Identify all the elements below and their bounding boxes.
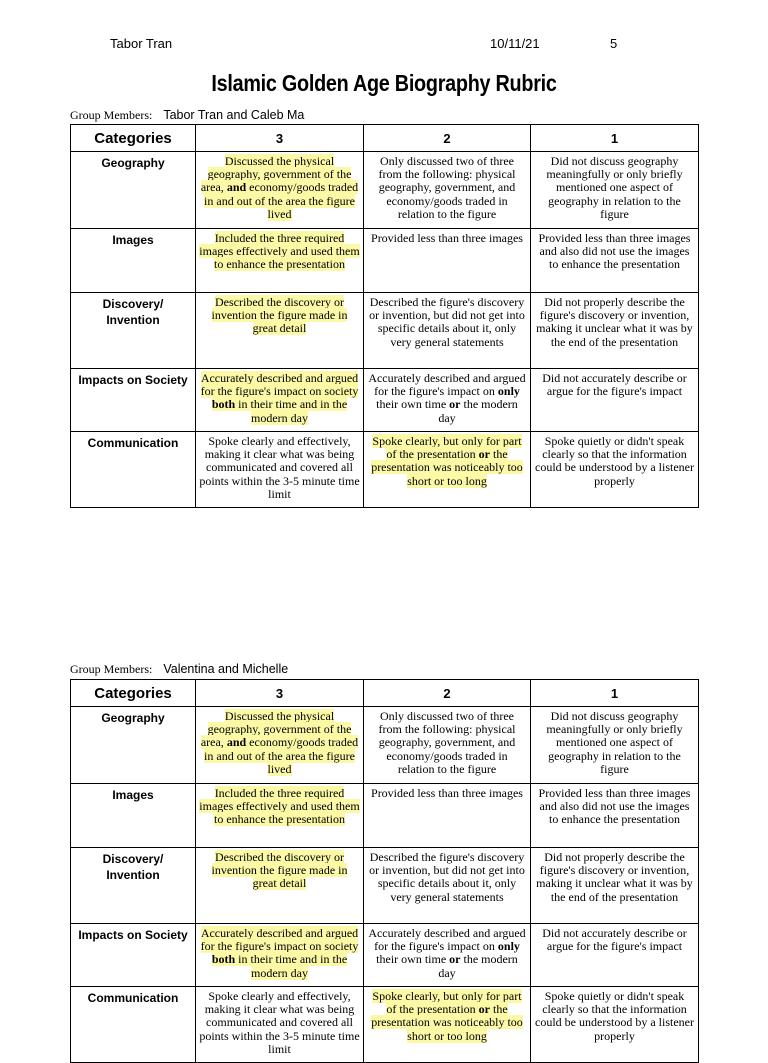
highlighted-text: Described the discovery or invention the figure made in great detail xyxy=(211,850,348,891)
category-label-line: Discovery/ xyxy=(102,297,164,311)
score-1-cell: Did not properly describe the figure's discovery or invention, making it unclear what it was by the end of the presentation xyxy=(531,848,699,924)
highlighted-text: Included the three required images effectively and used them to enhance the presentation xyxy=(199,231,360,272)
column-header-score-2: 2 xyxy=(364,125,531,152)
category-impacts-on-society: Impacts on Society xyxy=(71,924,196,987)
page-title: Islamic Golden Age Biography Rubric xyxy=(211,70,557,96)
score-3-cell xyxy=(196,229,364,293)
score-2-cell: Provided less than three images xyxy=(364,229,531,293)
table-row xyxy=(71,848,699,924)
rubric-table xyxy=(70,124,699,508)
category-communication: Communication xyxy=(71,432,196,508)
highlighted-text: Spoke clearly, but only for part of the presentation or the presentation was noticeably too short or too long xyxy=(371,434,523,488)
table-row xyxy=(71,229,699,293)
highlighted-text: Included the three required images effectively and used them to enhance the presentation xyxy=(199,786,360,827)
highlighted-text: Discussed the physical geography, government of the area, and economy/goods traded in and out of the area the figure lived xyxy=(200,154,359,221)
score-3-cell xyxy=(196,707,364,784)
category-images: Images xyxy=(71,784,196,848)
category-geography: Geography xyxy=(71,152,196,229)
category-label-line: Invention xyxy=(106,868,160,882)
category-images: Images xyxy=(71,229,196,293)
group-members-label: Group Members: xyxy=(70,662,153,676)
score-1-cell: Provided less than three images and also did not use the images to enhance the presentation xyxy=(531,784,699,848)
highlighted-text: Discussed the physical geography, government of the area, and economy/goods traded in and out of the area the figure lived xyxy=(200,709,359,776)
table-row xyxy=(71,293,699,369)
score-1-cell: Did not discuss geography meaningfully or only briefly mentioned one aspect of geography in relation to the figure xyxy=(531,707,699,784)
score-2-cell: Described the figure's discovery or invention, but did not get into specific details about it, only very general statements xyxy=(364,293,531,369)
category-communication: Communication xyxy=(71,987,196,1063)
column-header-score-1: 1 xyxy=(531,680,699,707)
table-row xyxy=(71,987,699,1063)
score-2-cell: Only discussed two of three from the following: physical geography, government, and economy/goods traded in relation to the figure xyxy=(364,707,531,784)
group-members-names: Tabor Tran and Caleb Ma xyxy=(163,108,305,122)
group-members-line xyxy=(70,108,304,123)
class-period: 5 xyxy=(610,36,618,51)
table-row xyxy=(71,152,699,229)
score-2-cell: Provided less than three images xyxy=(364,784,531,848)
score-1-cell: Spoke quietly or didn't speak clearly so that the information could be understood by a listener properly xyxy=(531,987,699,1063)
column-header-categories: Categories xyxy=(71,680,196,707)
score-1-cell: Spoke quietly or didn't speak clearly so that the information could be understood by a listener properly xyxy=(531,432,699,508)
category-label-line: Invention xyxy=(106,313,160,327)
table-row xyxy=(71,369,699,432)
highlighted-text: Accurately described and argued for the figure's impact on society both in their time and in the modern day xyxy=(200,926,359,980)
score-3-cell xyxy=(196,293,364,369)
category-discovery-invention xyxy=(71,848,196,924)
score-2-cell: Only discussed two of three from the following: physical geography, government, and economy/goods traded in relation to the figure xyxy=(364,152,531,229)
category-discovery-invention xyxy=(71,293,196,369)
score-3-cell xyxy=(196,784,364,848)
highlighted-text: Described the discovery or invention the figure made in great detail xyxy=(211,295,348,336)
highlighted-text: Accurately described and argued for the figure's impact on society both in their time and in the modern day xyxy=(200,371,359,425)
group-members-names: Valentina and Michelle xyxy=(163,662,289,676)
score-2-cell: Accurately described and argued for the figure's impact on only their own time or the modern day xyxy=(364,369,531,432)
score-3-cell xyxy=(196,152,364,229)
score-1-cell: Provided less than three images and also did not use the images to enhance the presentation xyxy=(531,229,699,293)
table-row xyxy=(71,924,699,987)
category-impacts-on-society: Impacts on Society xyxy=(71,369,196,432)
score-3-cell xyxy=(196,369,364,432)
score-3-cell xyxy=(196,924,364,987)
table-row xyxy=(71,707,699,784)
column-header-categories: Categories xyxy=(71,125,196,152)
score-2-cell xyxy=(364,987,531,1063)
group-members-line xyxy=(70,662,288,677)
group-members-label: Group Members: xyxy=(70,108,153,122)
column-header-score-3: 3 xyxy=(196,125,364,152)
score-1-cell: Did not accurately describe or argue for the figure's impact xyxy=(531,924,699,987)
table-row xyxy=(71,784,699,848)
score-3-cell: Spoke clearly and effectively, making it clear what was being communicated and covered all points within the 3-5 minute time limit xyxy=(196,987,364,1063)
score-1-cell: Did not accurately describe or argue for the figure's impact xyxy=(531,369,699,432)
score-3-cell: Spoke clearly and effectively, making it clear what was being communicated and covered all points within the 3-5 minute time limit xyxy=(196,432,364,508)
score-2-cell: Described the figure's discovery or invention, but did not get into specific details about it, only very general statements xyxy=(364,848,531,924)
score-3-cell xyxy=(196,848,364,924)
score-2-cell: Accurately described and argued for the figure's impact on only their own time or the modern day xyxy=(364,924,531,987)
table-row xyxy=(71,432,699,508)
column-header-score-3: 3 xyxy=(196,680,364,707)
column-header-score-2: 2 xyxy=(364,680,531,707)
category-geography: Geography xyxy=(71,707,196,784)
score-2-cell xyxy=(364,432,531,508)
score-1-cell: Did not discuss geography meaningfully or only briefly mentioned one aspect of geography in relation to the figure xyxy=(531,152,699,229)
rubric-header-row xyxy=(71,125,699,152)
author-name: Tabor Tran xyxy=(110,36,173,51)
score-1-cell: Did not properly describe the figure's discovery or invention, making it unclear what it was by the end of the presentation xyxy=(531,293,699,369)
column-header-score-1: 1 xyxy=(531,125,699,152)
rubric-header-row xyxy=(71,680,699,707)
date: 10/11/21 xyxy=(490,36,540,51)
highlighted-text: Spoke clearly, but only for part of the presentation or the presentation was noticeably too short or too long xyxy=(371,989,523,1043)
category-label-line: Discovery/ xyxy=(102,852,164,866)
rubric-table xyxy=(70,679,699,1063)
